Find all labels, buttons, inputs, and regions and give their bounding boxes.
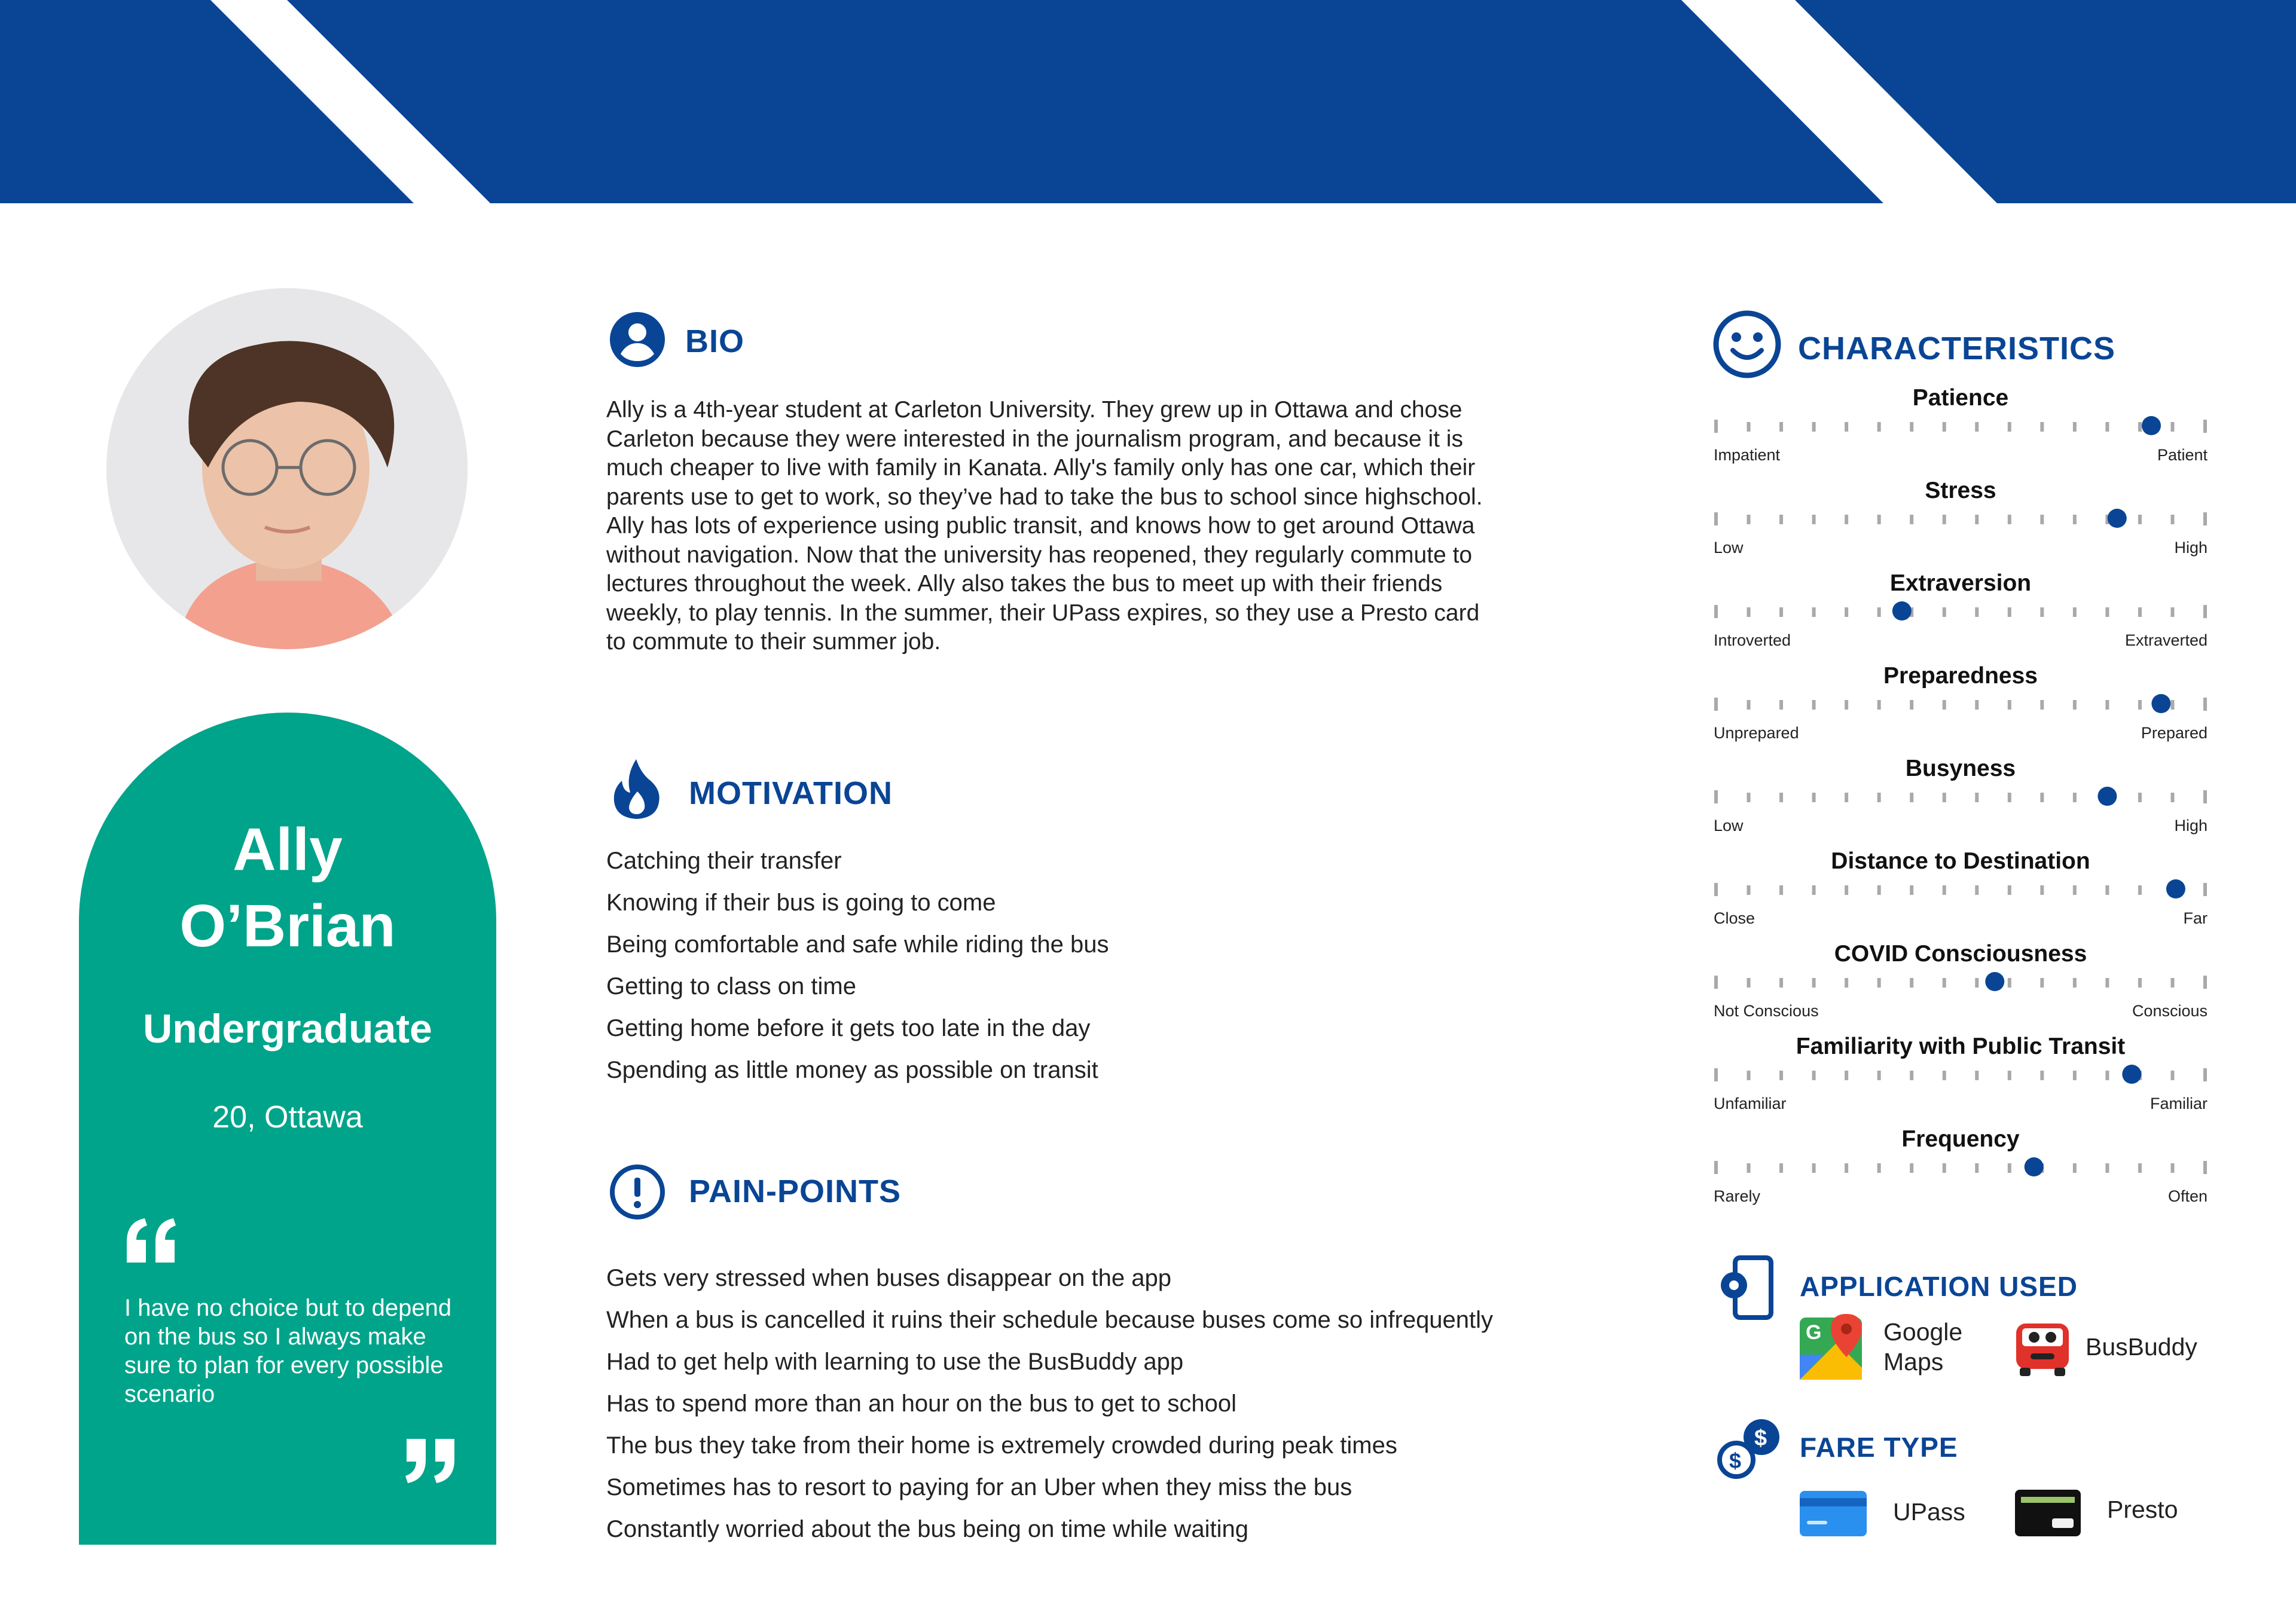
- slider-tick: [1747, 885, 1751, 895]
- trait-slider: [1714, 594, 2208, 630]
- slider-tick: [1714, 976, 1718, 989]
- list-item: Catching their transfer: [606, 848, 842, 874]
- slider-tick: [2203, 1068, 2207, 1081]
- slider-tick: [2138, 1163, 2142, 1173]
- slider-tick: [2073, 515, 2077, 524]
- slider-tick: [2073, 607, 2077, 617]
- slider-tick: [2138, 978, 2142, 988]
- coins-icon: [1714, 1414, 1783, 1484]
- trait-low-label: Unfamiliar: [1714, 1095, 1787, 1112]
- slider-tick: [1747, 422, 1751, 432]
- slider-tick: [1975, 422, 1979, 432]
- pain-points-title: PAIN-POINTS: [689, 1173, 902, 1209]
- slider-tick: [1877, 607, 1881, 617]
- bio-text: Ally is a 4th-year student at Carleton University. They grew up in Ottawa and chose Carleton because they were interested in the journalism program, and because it is much cheaper to live with family in Kanata. Ally's family only has one car, which their parents use to get to work, so they’ve had to take the bus to school since highschool. Ally has lots of experience using public transit, and knows how to get around Ottawa without navigation. Now that the university has reopened, they regularly commute to lectures throughout the week. Ally also takes the bus to meet up with their friends weekly, to play tennis. In the summer, their UPass expires, so they use a Presto card to commute to their summer job.: [606, 397, 1483, 655]
- trait-low-label: Low: [1714, 539, 1744, 557]
- slider-knob: [2025, 1157, 2044, 1176]
- list-item: Has to spend more than an hour on the bus to get to school: [606, 1390, 1237, 1417]
- trait-slider: [1714, 409, 2208, 445]
- slider-tick: [1910, 1163, 1913, 1173]
- slider-tick: [1812, 607, 1816, 617]
- trait-slider: [1714, 965, 2208, 1001]
- quote-open-icon: [122, 1215, 182, 1269]
- slider-knob: [1985, 972, 2004, 991]
- slider-tick: [1943, 422, 1946, 432]
- slider-tick: [1877, 515, 1881, 524]
- slider-tick: [2040, 422, 2044, 432]
- motivation-title: MOTIVATION: [689, 775, 893, 811]
- slider-tick: [2008, 515, 2011, 524]
- slider-tick: [1943, 700, 1946, 710]
- google-maps-icon: [1800, 1313, 1867, 1380]
- slider-knob: [1892, 601, 1912, 621]
- slider-tick: [1975, 515, 1979, 524]
- trait-high-label: Conscious: [2132, 1002, 2208, 1020]
- persona-first-name: Ally: [233, 816, 343, 883]
- slider-tick: [2105, 422, 2109, 432]
- slider-knob: [2122, 1065, 2141, 1084]
- busbuddy-label: BusBuddy: [2086, 1333, 2197, 1361]
- slider-tick: [1714, 605, 1718, 618]
- slider-tick: [1714, 883, 1718, 896]
- slider-tick: [1943, 1163, 1946, 1173]
- slider-tick: [2008, 422, 2011, 432]
- trait-name: Stress: [1925, 478, 1996, 503]
- slider-tick: [1910, 793, 1913, 802]
- slider-tick: [2138, 793, 2142, 802]
- trait-name: COVID Consciousness: [1834, 941, 2087, 967]
- slider-tick: [1714, 1161, 1718, 1174]
- list-item: Being comfortable and safe while riding the bus: [606, 931, 1109, 958]
- slider-tick: [1910, 515, 1913, 524]
- trait-high-label: Far: [2183, 909, 2208, 927]
- list-item: Gets very stressed when buses disappear on the app: [606, 1265, 1171, 1291]
- application-title: APPLICATION USED: [1800, 1271, 2078, 1302]
- slider-tick: [1779, 885, 1783, 895]
- slider-tick: [1975, 607, 1979, 617]
- slider-tick: [1747, 1163, 1751, 1173]
- slider-tick: [1779, 1163, 1783, 1173]
- slider-tick: [2040, 793, 2044, 802]
- slider-tick: [2203, 420, 2207, 433]
- trait-high-label: Familiar: [2150, 1095, 2208, 1112]
- slider-tick: [1714, 698, 1718, 711]
- slider-tick: [2073, 700, 2077, 710]
- slider-tick: [1747, 700, 1751, 710]
- slider-tick: [2073, 422, 2077, 432]
- list-item: Knowing if their bus is going to come: [606, 890, 996, 916]
- slider-tick: [1779, 607, 1783, 617]
- trait-name: Distance to Destination: [1831, 848, 2090, 874]
- list-item: The bus they take from their home is extremely crowded during peak times: [606, 1432, 1397, 1459]
- slider-tick: [2073, 978, 2077, 988]
- trait-preparedness: [1714, 663, 2208, 753]
- list-item: When a bus is cancelled it ruins their schedule because buses come so infrequently: [606, 1307, 1494, 1333]
- slider-tick: [1943, 793, 1946, 802]
- slider-tick: [1747, 515, 1751, 524]
- slider-tick: [1779, 700, 1783, 710]
- trait-name: Frequency: [1901, 1126, 2020, 1152]
- trait-slider: [1714, 872, 2208, 908]
- slider-tick: [1877, 1163, 1881, 1173]
- persona-role: Undergraduate: [143, 1006, 432, 1052]
- slider-tick: [1910, 978, 1913, 988]
- slider-tick: [2105, 607, 2109, 617]
- slider-tick: [2105, 978, 2109, 988]
- slider-tick: [1975, 1163, 1979, 1173]
- slider-tick: [1975, 885, 1979, 895]
- slider-tick: [1812, 978, 1816, 988]
- trait-slider: [1714, 502, 2208, 537]
- slider-tick: [2203, 976, 2207, 989]
- slider-tick: [1877, 885, 1881, 895]
- slider-tick: [1714, 790, 1718, 803]
- slider-tick: [2170, 700, 2174, 710]
- slider-knob: [2097, 787, 2117, 806]
- slider-tick: [2008, 793, 2011, 802]
- slider-tick: [1943, 885, 1946, 895]
- slider-tick: [1975, 700, 1979, 710]
- trait-covid: [1714, 941, 2208, 1031]
- slider-tick: [1910, 422, 1913, 432]
- trait-slider: [1714, 1150, 2208, 1186]
- slider-tick: [1910, 700, 1913, 710]
- user-icon: [609, 311, 666, 368]
- header-banner: [0, 0, 2296, 203]
- trait-stress: [1714, 478, 2208, 567]
- trait-high-label: High: [2174, 817, 2208, 835]
- trait-low-label: Close: [1714, 909, 1755, 927]
- slider-tick: [1747, 607, 1751, 617]
- slider-tick: [1812, 700, 1816, 710]
- slider-tick: [1877, 793, 1881, 802]
- slider-knob: [2151, 694, 2170, 713]
- google-maps-label: Google Maps: [1883, 1318, 1963, 1376]
- slider-tick: [1877, 422, 1881, 432]
- slider-knob: [2108, 509, 2127, 528]
- trait-low-label: Low: [1714, 817, 1744, 835]
- slider-tick: [2105, 1071, 2109, 1080]
- trait-low-label: Introverted: [1714, 631, 1791, 649]
- slider-tick: [1812, 885, 1816, 895]
- slider-tick: [1812, 422, 1816, 432]
- trait-extraversion: [1714, 570, 2208, 660]
- persona-age-location: 20, Ottawa: [212, 1100, 363, 1135]
- slider-tick: [2105, 885, 2109, 895]
- slider-tick: [1845, 793, 1848, 802]
- slider-tick: [2203, 605, 2207, 618]
- smiley-icon: [1712, 310, 1782, 379]
- trait-low-label: Impatient: [1714, 446, 1781, 464]
- slider-tick: [2040, 1071, 2044, 1080]
- list-item: Constantly worried about the bus being on time while waiting: [606, 1516, 1248, 1542]
- slider-tick: [2138, 885, 2142, 895]
- trait-low-label: Not Conscious: [1714, 1002, 1819, 1020]
- trait-slider: [1714, 687, 2208, 723]
- trait-high-label: Patient: [2157, 446, 2208, 464]
- slider-tick: [1910, 885, 1913, 895]
- slider-tick: [1779, 422, 1783, 432]
- trait-high-label: Often: [2167, 1187, 2208, 1205]
- slider-tick: [1877, 1071, 1881, 1080]
- slider-tick: [2008, 607, 2011, 617]
- slider-tick: [2203, 1161, 2207, 1174]
- flame-icon: [611, 758, 662, 820]
- slider-tick: [2170, 1071, 2174, 1080]
- slider-tick: [2040, 607, 2044, 617]
- upass-label: UPass: [1893, 1498, 1965, 1526]
- phone-settings-icon: [1717, 1255, 1777, 1321]
- slider-tick: [1747, 793, 1751, 802]
- trait-high-label: High: [2174, 539, 2208, 557]
- upass-card-icon: [1800, 1491, 1867, 1536]
- svg-text:G: G: [1806, 1321, 1822, 1344]
- slider-tick: [2008, 978, 2011, 988]
- slider-tick: [2170, 422, 2174, 432]
- slider-tick: [2170, 607, 2174, 617]
- slider-tick: [2073, 1163, 2077, 1173]
- alert-icon: [609, 1163, 666, 1221]
- slider-tick: [2203, 883, 2207, 896]
- trait-high-label: Extraverted: [2124, 631, 2208, 649]
- slider-tick: [2040, 885, 2044, 895]
- slider-tick: [2138, 422, 2142, 432]
- list-item: Getting to class on time: [606, 973, 856, 1000]
- slider-tick: [2203, 512, 2207, 525]
- slider-tick: [2040, 515, 2044, 524]
- trait-low-label: Rarely: [1714, 1187, 1761, 1205]
- quote-close-icon: [399, 1433, 459, 1487]
- slider-tick: [1714, 420, 1718, 433]
- svg-text:$: $: [1729, 1448, 1742, 1473]
- trait-distance: [1714, 848, 2208, 938]
- slider-tick: [1975, 1071, 1979, 1080]
- slider-tick: [1975, 793, 1979, 802]
- slider-tick: [1779, 1071, 1783, 1080]
- slider-tick: [2170, 978, 2174, 988]
- presto-card-icon: [2015, 1490, 2081, 1536]
- presto-label: Presto: [2107, 1496, 2178, 1523]
- slider-tick: [1845, 1071, 1848, 1080]
- slider-tick: [2138, 515, 2142, 524]
- slider-tick: [1779, 978, 1783, 988]
- trait-name: Preparedness: [1883, 663, 2038, 689]
- slider-tick: [1845, 607, 1848, 617]
- pain-points-list: [606, 1257, 1493, 1550]
- slider-tick: [1877, 700, 1881, 710]
- trait-name: Patience: [1912, 385, 2009, 411]
- slider-tick: [2105, 1163, 2109, 1173]
- trait-slider: [1714, 780, 2208, 815]
- slider-tick: [1714, 1068, 1718, 1081]
- list-item: Spending as little money as possible on transit: [606, 1057, 1098, 1083]
- slider-tick: [1845, 515, 1848, 524]
- fare-type-title: FARE TYPE: [1800, 1432, 1958, 1463]
- slider-tick: [1845, 885, 1848, 895]
- slider-tick: [1779, 515, 1783, 524]
- slider-tick: [2105, 700, 2109, 710]
- slider-tick: [2138, 607, 2142, 617]
- slider-tick: [1943, 607, 1946, 617]
- slider-tick: [2040, 700, 2044, 710]
- trait-familiarity: [1714, 1034, 2208, 1123]
- svg-text:$: $: [1754, 1426, 1767, 1451]
- trait-name: Busyness: [1905, 756, 2016, 781]
- slider-knob: [2166, 879, 2185, 898]
- slider-tick: [2138, 700, 2142, 710]
- slider-tick: [1812, 1071, 1816, 1080]
- characteristics-title: CHARACTERISTICS: [1798, 331, 2116, 366]
- bio-title: BIO: [685, 323, 745, 359]
- slider-tick: [1845, 422, 1848, 432]
- slider-tick: [1943, 978, 1946, 988]
- slider-tick: [1779, 793, 1783, 802]
- trait-frequency: [1714, 1126, 2208, 1216]
- slider-tick: [1845, 700, 1848, 710]
- slider-tick: [2073, 885, 2077, 895]
- persona-last-name: O’Brian: [179, 893, 396, 959]
- slider-tick: [2203, 790, 2207, 803]
- trait-high-label: Prepared: [2141, 724, 2208, 742]
- avatar: [106, 288, 468, 649]
- slider-tick: [1747, 978, 1751, 988]
- slider-tick: [1975, 978, 1979, 988]
- busbuddy-icon: [2013, 1320, 2072, 1377]
- persona-name: [79, 811, 496, 964]
- trait-name: Familiarity with Public Transit: [1796, 1034, 2126, 1059]
- slider-tick: [2170, 793, 2174, 802]
- trait-busyness: [1714, 756, 2208, 845]
- slider-tick: [2008, 700, 2011, 710]
- slider-tick: [2008, 1071, 2011, 1080]
- slider-tick: [1910, 1071, 1913, 1080]
- list-item: Had to get help with learning to use the BusBuddy app: [606, 1349, 1184, 1375]
- slider-tick: [2170, 1163, 2174, 1173]
- slider-tick: [1845, 1163, 1848, 1173]
- slider-knob: [2142, 416, 2161, 435]
- persona-quote: I have no choice but to depend on the bus so I always make sure to plan for every possible scenario: [124, 1295, 452, 1407]
- slider-tick: [2008, 1163, 2011, 1173]
- slider-tick: [2203, 698, 2207, 711]
- slider-tick: [1812, 793, 1816, 802]
- trait-patience: [1714, 385, 2208, 475]
- slider-tick: [2170, 515, 2174, 524]
- slider-tick: [2040, 978, 2044, 988]
- motivation-list: [606, 840, 1109, 1091]
- trait-slider: [1714, 1057, 2208, 1093]
- slider-tick: [2073, 1071, 2077, 1080]
- list-item: Getting home before it gets too late in the day: [606, 1015, 1091, 1041]
- list-item: Sometimes has to resort to paying for an Uber when they miss the bus: [606, 1474, 1352, 1500]
- slider-tick: [1943, 515, 1946, 524]
- slider-tick: [2073, 793, 2077, 802]
- slider-tick: [1845, 978, 1848, 988]
- slider-tick: [1747, 1071, 1751, 1080]
- slider-tick: [1812, 515, 1816, 524]
- slider-tick: [1943, 1071, 1946, 1080]
- slider-tick: [1877, 978, 1881, 988]
- trait-name: Extraversion: [1889, 570, 2032, 596]
- slider-tick: [1812, 1163, 1816, 1173]
- slider-tick: [2008, 885, 2011, 895]
- slider-tick: [1714, 512, 1718, 525]
- persona-card: [79, 713, 496, 1545]
- trait-low-label: Unprepared: [1714, 724, 1799, 742]
